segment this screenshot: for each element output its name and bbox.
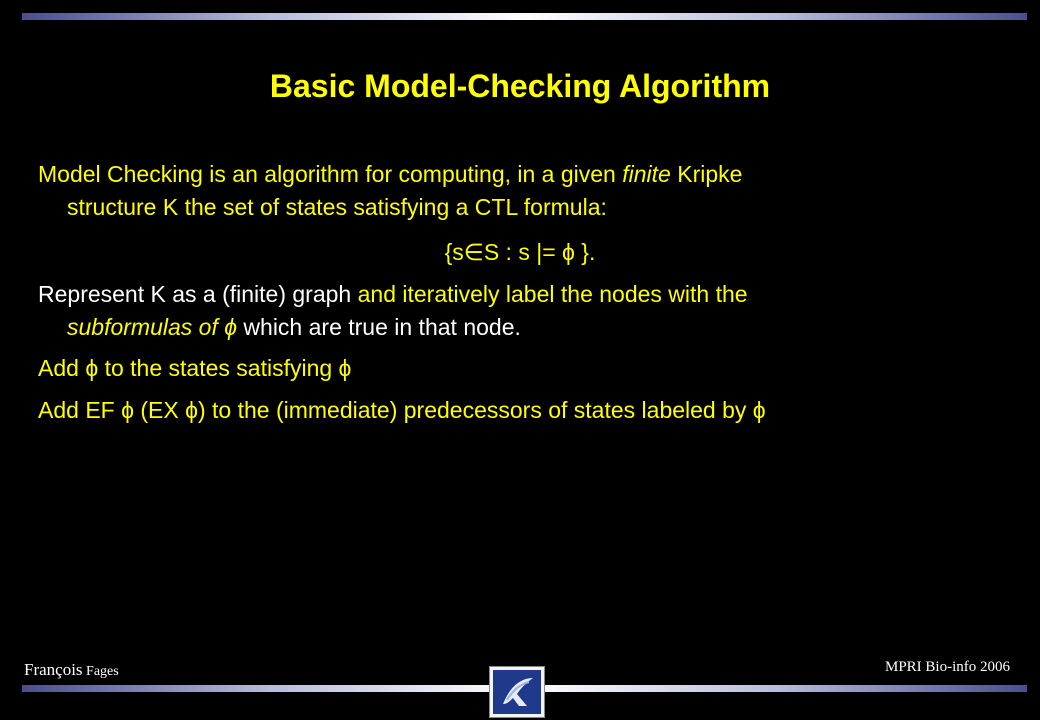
author-last: Fages <box>82 664 119 679</box>
author-first: François <box>24 660 83 679</box>
formula: {s∈S : s |= ϕ }. <box>444 239 596 265</box>
para1-text-b: Kripke <box>670 161 743 187</box>
paragraph-1 <box>38 158 1008 224</box>
para2-subformulas: subformulas of ϕ <box>67 314 238 340</box>
slide-title: Basic Model-Checking Algorithm <box>269 68 771 104</box>
course-label: MPRI Bio-info 2006 <box>884 659 1010 675</box>
para2-text-a: Represent K as a (finite) graph <box>38 281 352 307</box>
para1-text-c: structure K the set of states satisfying a CTL formula: <box>67 194 607 220</box>
para2-text-d: which are true in that node. <box>237 314 521 340</box>
author-name <box>24 660 119 680</box>
paragraph-3: Add ϕ to the states satisfying ϕ <box>38 355 352 381</box>
paragraph-2 <box>38 278 1008 344</box>
top-divider-bar <box>22 13 1027 20</box>
para1-finite: finite <box>622 161 671 187</box>
paragraph-4: Add EF ϕ (EX ϕ) to the (immediate) predecessors of states labeled by ϕ <box>38 397 766 423</box>
para1-text-a: Model Checking is an algorithm for computing, in a given <box>38 161 623 187</box>
inria-logo-icon <box>489 666 545 718</box>
para2-text-b: and iteratively label the nodes with the <box>351 281 748 307</box>
